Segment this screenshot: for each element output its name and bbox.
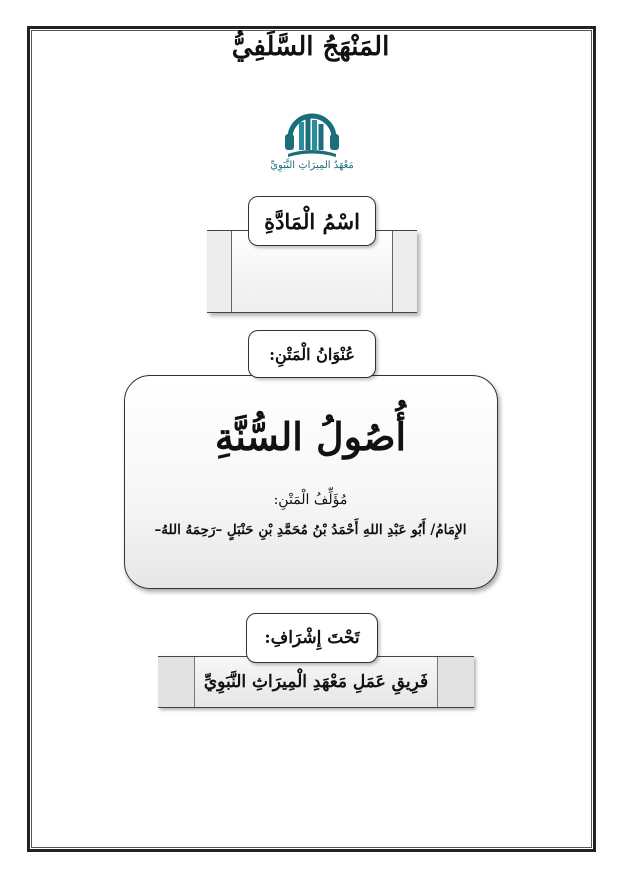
author-name: الإِمَامُ/ أَبُو عَبْدِ اللهِ أَحْمَدُ بْنُ مُحَمَّدِ بْنِ حَنْبَلٍ –رَحِمَهُ اللهُ–: [154, 522, 467, 538]
supervision-label: تَحْتَ إِشْرَافِ:: [246, 613, 378, 663]
institute-logo: [262, 104, 362, 178]
subject-label: اسْمُ الْمَادَّةِ: [248, 196, 376, 246]
main-title: أُصُولُ السُّنَّةِ: [214, 414, 407, 459]
headphones-books-icon: [280, 104, 344, 162]
title-label: عُنْوَانُ الْمَتْنِ:: [248, 330, 376, 378]
title-panel: [124, 375, 498, 589]
author-label: مُؤَلِّفُ الْمَتْنِ:: [273, 492, 348, 508]
logo-caption: مَعْهَدُ المِيرَاثِ النَّبَوِيِّ: [270, 160, 354, 171]
subject-value: المَنْهَجُ السَّلَفِيُّ: [231, 32, 390, 62]
team-value: فَرِيقِ عَمَلِ مَعْهَدِ الْمِيرَاثِ النَّبَوِيِّ: [203, 672, 429, 692]
